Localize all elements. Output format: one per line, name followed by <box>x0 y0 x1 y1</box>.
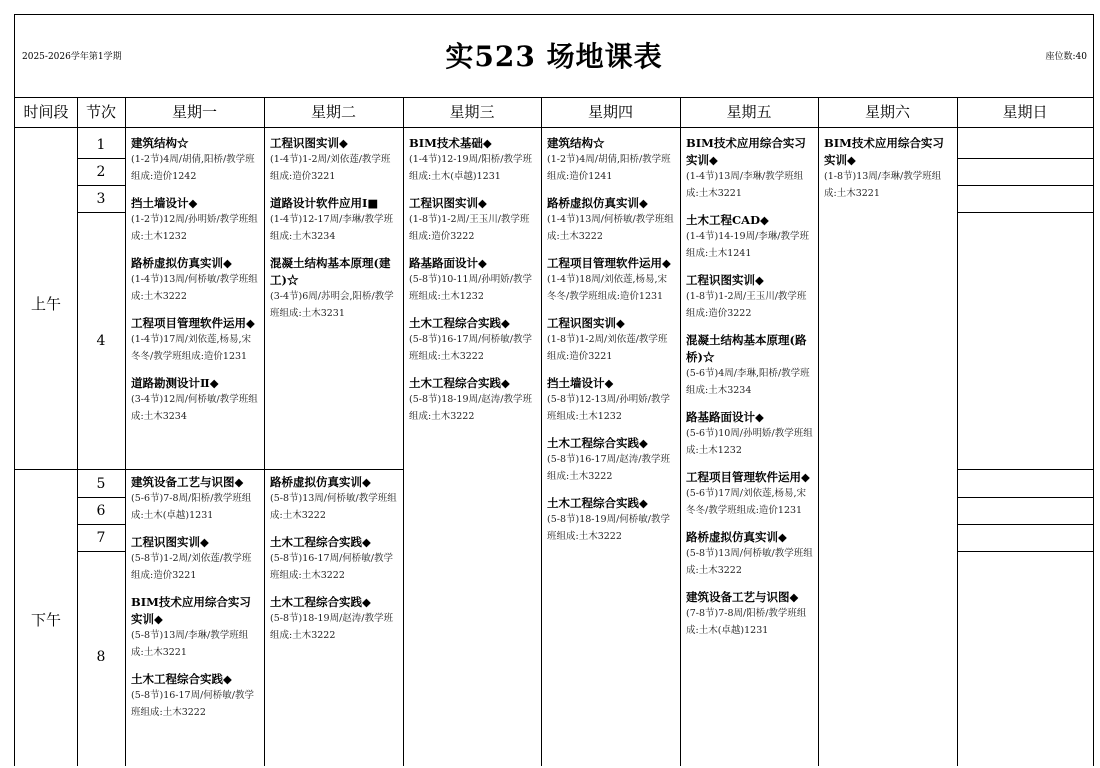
course-name: 建筑设备工艺与识图◆ <box>131 475 244 489</box>
course-name: 工程识图实训◆ <box>686 273 764 287</box>
course-name: 土木工程综合实践◆ <box>409 376 510 390</box>
grid-line <box>403 97 404 766</box>
course-details: (5-6节)7-8周/阳桥/教学班组成:土木(卓越)1231 <box>131 493 252 521</box>
section-number: 1 <box>96 137 106 153</box>
course-entry <box>547 315 675 365</box>
thursday-cell <box>547 135 675 555</box>
course-name: 路桥虚拟仿真实训◆ <box>131 256 232 270</box>
course-name: BIM技术应用综合实习实训◆ <box>686 136 806 167</box>
friday-cell <box>686 135 814 649</box>
course-entry <box>131 594 259 661</box>
grid-line <box>957 524 1093 525</box>
semester-label: 2025-2026学年第1学期 <box>22 52 122 62</box>
grid-line <box>680 97 681 766</box>
course-entry <box>131 534 259 584</box>
course-entry <box>270 474 398 524</box>
grid-line <box>541 97 542 766</box>
course-details: (7-8节)7-8周/阳桥/教学班组成:土木(卓越)1231 <box>686 608 807 636</box>
course-entry <box>686 135 814 202</box>
grid-line <box>957 185 1093 186</box>
wednesday-cell <box>409 135 537 435</box>
course-name: 土木工程综合实践◆ <box>270 535 371 549</box>
grid-line <box>125 97 126 766</box>
course-name: 建筑结构☆ <box>131 136 189 150</box>
course-name: 土木工程综合实践◆ <box>131 672 232 686</box>
course-entry <box>270 255 398 322</box>
period-morning: 上午 <box>30 295 61 313</box>
course-name: BIM技术应用综合实习实训◆ <box>824 136 944 167</box>
course-details: (5-6节)10周/孙明娇/教学班组成:土木1232 <box>686 428 813 456</box>
course-name: 路桥虚拟仿真实训◆ <box>270 475 371 489</box>
course-entry <box>270 534 398 584</box>
grid-line <box>957 497 1093 498</box>
course-details: (1-4节)17周/刘依莲,杨易,宋冬冬/教学班组成:造价1231 <box>131 334 252 362</box>
course-entry <box>409 255 537 305</box>
course-details: (5-8节)13周/何桥敏/教学班组成:土木3222 <box>686 548 813 576</box>
course-details: (1-8节)1-2周/刘依莲/教学班组成:造价3221 <box>547 334 668 362</box>
course-name: 工程识图实训◆ <box>131 535 209 549</box>
tuesday-afternoon-cell <box>270 474 398 654</box>
section-number: 4 <box>96 333 106 349</box>
seat-count: 座位数:40 <box>1045 52 1087 62</box>
grid-line <box>77 497 125 498</box>
course-name: 路基路面设计◆ <box>686 410 764 424</box>
section-number: 5 <box>96 476 106 492</box>
grid-line <box>77 158 125 159</box>
course-name: 土木工程综合实践◆ <box>547 436 648 450</box>
course-details: (1-4节)13周/何桥敏/教学班组成:土木3222 <box>131 274 258 302</box>
grid-line <box>957 469 1093 470</box>
course-details: (5-8节)16-17周/何桥敏/教学班组成:土木3222 <box>131 690 254 718</box>
course-name: 建筑设备工艺与识图◆ <box>686 590 799 604</box>
course-details: (5-8节)18-19周/何桥敏/教学班组成:土木3222 <box>547 514 670 542</box>
course-name: 路桥虚拟仿真实训◆ <box>686 530 787 544</box>
course-name: 工程项目管理软件运用◆ <box>547 256 671 270</box>
course-details: (1-2节)4周/胡倩,阳桥/教学班组成:造价1241 <box>547 154 671 182</box>
course-entry <box>131 135 259 185</box>
grid-line <box>77 212 125 213</box>
course-entry <box>686 529 814 579</box>
course-entry <box>270 135 398 185</box>
course-name: 挡土墙设计◆ <box>131 196 198 210</box>
grid-line <box>1093 97 1094 766</box>
course-details: (1-2节)12周/孙明娇/教学班组成:土木1232 <box>131 214 258 242</box>
grid-line <box>77 524 125 525</box>
course-entry <box>547 135 675 185</box>
course-details: (1-8节)1-2周/王玉川/教学班组成:造价3222 <box>409 214 530 242</box>
course-details: (1-4节)12-19周/阳桥/教学班组成:土木(卓越)1231 <box>409 154 532 182</box>
column-header-thu: 星期四 <box>587 103 633 121</box>
course-entry <box>409 135 537 185</box>
section-number: 2 <box>96 164 106 180</box>
grid-line <box>957 212 1093 213</box>
course-entry <box>547 495 675 545</box>
course-details: (5-8节)16-17周/何桥敏/教学班组成:土木3222 <box>409 334 532 362</box>
course-entry <box>547 255 675 305</box>
course-details: (1-4节)13周/李琳/教学班组成:土木3221 <box>686 171 804 199</box>
course-details: (1-4节)13周/何桥敏/教学班组成:土木3222 <box>547 214 674 242</box>
course-details: (5-8节)13周/李琳/教学班组成:土木3221 <box>131 630 249 658</box>
monday-morning-cell <box>131 135 259 435</box>
course-entry <box>686 272 814 322</box>
course-name: 路基路面设计◆ <box>409 256 487 270</box>
course-details: (5-8节)12-13周/孙明娇/教学班组成:土木1232 <box>547 394 670 422</box>
course-details: (3-4节)6周/苏明会,阳桥/教学班组成:土木3231 <box>270 291 394 319</box>
course-entry <box>686 332 814 399</box>
grid-line <box>957 551 1093 552</box>
course-entry <box>131 375 259 425</box>
course-entry <box>547 435 675 485</box>
course-name: 挡土墙设计◆ <box>547 376 614 390</box>
column-header-tue: 星期二 <box>310 103 356 121</box>
section-number: 6 <box>96 503 106 519</box>
course-entry <box>409 375 537 425</box>
course-details: (3-4节)12周/何桥敏/教学班组成:土木3234 <box>131 394 258 422</box>
course-name: 道路勘测设计Ⅱ◆ <box>131 376 219 390</box>
course-details: (5-8节)18-19周/赵涛/教学班组成:土木3222 <box>270 613 393 641</box>
course-name: 土木工程综合实践◆ <box>409 316 510 330</box>
course-name: BIM技术应用综合实习实训◆ <box>131 595 251 626</box>
course-entry <box>547 195 675 245</box>
course-details: (5-8节)1-2周/刘依莲/教学班组成:造价3221 <box>131 553 252 581</box>
course-name: 道路设计软件应用Ⅰ■ <box>270 196 379 210</box>
course-details: (5-8节)18-19周/赵涛/教学班组成:土木3222 <box>409 394 532 422</box>
course-name: BIM技术基础◆ <box>409 136 492 150</box>
title-row <box>15 15 1093 98</box>
tuesday-morning-cell <box>270 135 398 332</box>
section-number: 3 <box>96 191 106 207</box>
course-entry <box>686 469 814 519</box>
grid-line <box>957 158 1093 159</box>
course-entry <box>409 315 537 365</box>
course-name: 混凝土结构基本原理(路桥)☆ <box>686 333 807 364</box>
period-afternoon: 下午 <box>30 611 61 629</box>
course-name: 工程项目管理软件运用◆ <box>686 470 810 484</box>
course-details: (1-4节)12-17周/李琳/教学班组成:土木3234 <box>270 214 393 242</box>
course-entry <box>131 474 259 524</box>
course-name: 工程项目管理软件运用◆ <box>131 316 255 330</box>
course-entry <box>270 594 398 644</box>
course-details: (1-4节)14-19周/李琳/教学班组成:土木1241 <box>686 231 809 259</box>
column-header-fri: 星期五 <box>726 103 772 121</box>
grid-line <box>15 127 1093 128</box>
course-entry <box>131 315 259 365</box>
course-details: (1-8节)1-2周/王玉川/教学班组成:造价3222 <box>686 291 807 319</box>
course-details: (1-4节)1-2周/刘依莲/教学班组成:造价3221 <box>270 154 391 182</box>
grid-line <box>77 185 125 186</box>
column-header-sun: 星期日 <box>1002 103 1048 121</box>
grid-line <box>15 469 403 470</box>
monday-afternoon-cell <box>131 474 259 731</box>
course-entry <box>686 212 814 262</box>
course-details: (5-8节)13周/何桥敏/教学班组成:土木3222 <box>270 493 397 521</box>
course-name: 工程识图实训◆ <box>270 136 348 150</box>
course-entry <box>824 135 952 202</box>
course-entry <box>131 255 259 305</box>
course-name: 土木工程综合实践◆ <box>270 595 371 609</box>
column-header-mon: 星期一 <box>171 103 217 121</box>
timetable-sheet <box>14 14 1094 766</box>
column-header-section: 节次 <box>85 103 116 121</box>
column-header-time: 时间段 <box>23 103 69 121</box>
course-details: (5-8节)10-11周/孙明娇/教学班组成:土木1232 <box>409 274 532 302</box>
course-entry <box>409 195 537 245</box>
grid-line <box>957 97 958 766</box>
course-name: 混凝土结构基本原理(建工)☆ <box>270 256 391 287</box>
course-details: (5-6节)17周/刘依莲,杨易,宋冬冬/教学班组成:造价1231 <box>686 488 807 516</box>
course-entry <box>131 671 259 721</box>
grid-line <box>77 551 125 552</box>
column-header-wed: 星期三 <box>449 103 495 121</box>
course-entry <box>547 375 675 425</box>
course-details: (5-8节)16-17周/赵涛/教学班组成:土木3222 <box>547 454 670 482</box>
section-number: 8 <box>96 649 106 665</box>
course-details: (1-2节)4周/胡倩,阳桥/教学班组成:造价1242 <box>131 154 255 182</box>
course-entry <box>131 195 259 245</box>
course-details: (1-8节)13周/李琳/教学班组成:土木3221 <box>824 171 942 199</box>
course-name: 土木工程CAD◆ <box>686 213 769 227</box>
section-number: 7 <box>96 530 106 546</box>
saturday-cell <box>824 135 952 212</box>
grid-line <box>818 97 819 766</box>
column-header-sat: 星期六 <box>864 103 910 121</box>
course-name: 建筑结构☆ <box>547 136 605 150</box>
page-title: 实523 场地课表 <box>445 40 663 73</box>
grid-line <box>264 97 265 766</box>
course-name: 工程识图实训◆ <box>409 196 487 210</box>
course-entry <box>686 409 814 459</box>
course-entry <box>270 195 398 245</box>
course-name: 土木工程综合实践◆ <box>547 496 648 510</box>
course-details: (5-8节)16-17周/何桥敏/教学班组成:土木3222 <box>270 553 393 581</box>
course-details: (5-6节)4周/李琳,阳桥/教学班组成:土木3234 <box>686 368 810 396</box>
course-name: 路桥虚拟仿真实训◆ <box>547 196 648 210</box>
course-name: 工程识图实训◆ <box>547 316 625 330</box>
course-details: (1-4节)18周/刘依莲,杨易,宋冬冬/教学班组成:造价1231 <box>547 274 668 302</box>
course-entry <box>686 589 814 639</box>
